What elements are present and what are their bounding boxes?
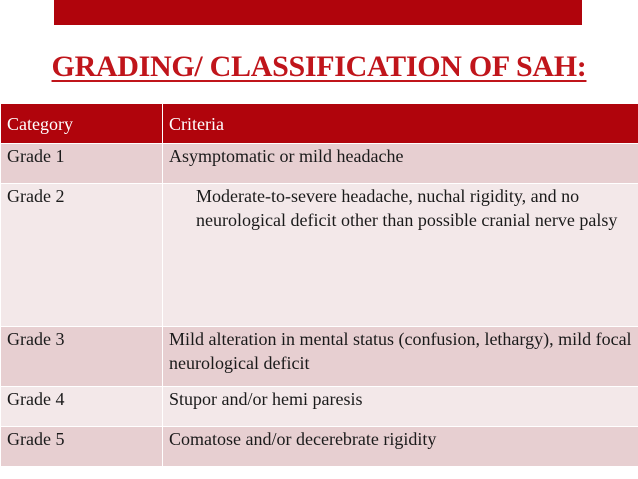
category-cell: Grade 5 — [1, 427, 163, 467]
category-cell: Grade 2 — [1, 184, 163, 327]
category-cell: Grade 3 — [1, 327, 163, 387]
column-header-criteria: Criteria — [163, 104, 638, 144]
category-cell: Grade 4 — [1, 387, 163, 427]
table-row — [1, 427, 638, 467]
criteria-cell: Asymptomatic or mild headache — [163, 144, 638, 184]
table-row — [1, 387, 638, 427]
criteria-cell: Comatose and/or decerebrate rigidity — [163, 427, 638, 467]
slide-title: GRADING/ CLASSIFICATION OF SAH: — [51, 50, 587, 83]
grading-table — [0, 103, 638, 467]
criteria-cell: Moderate-to-severe headache, nuchal rigidity, and no neurological deficit other than possible cranial nerve palsy — [163, 184, 638, 327]
table-header-row — [1, 104, 638, 144]
table-row — [1, 327, 638, 387]
criteria-cell: Stupor and/or hemi paresis — [163, 387, 638, 427]
table-row — [1, 144, 638, 184]
top-banner — [54, 0, 582, 25]
table-row — [1, 184, 638, 327]
criteria-cell: Mild alteration in mental status (confusion, lethargy), mild focal neurological deficit — [163, 327, 638, 387]
column-header-category: Category — [1, 104, 163, 144]
category-cell: Grade 1 — [1, 144, 163, 184]
